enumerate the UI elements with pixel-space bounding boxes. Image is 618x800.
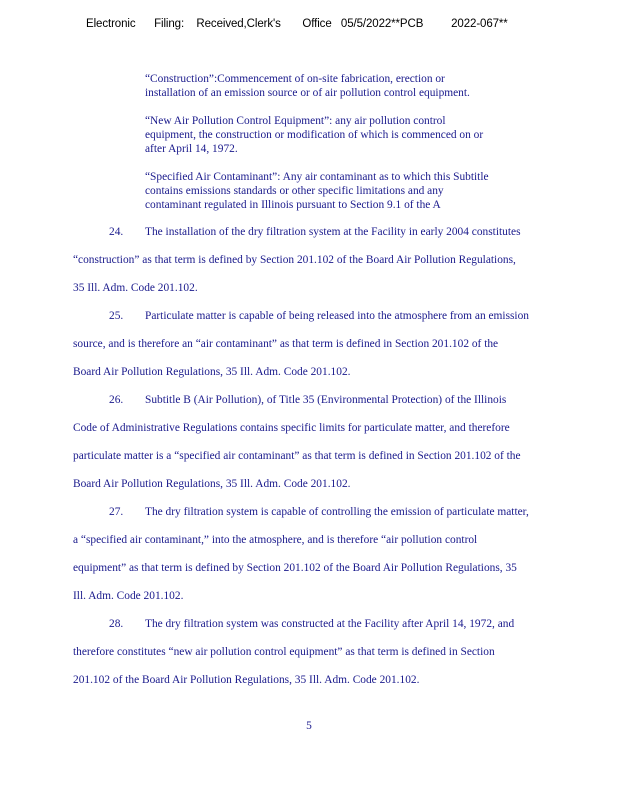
definition-specified-line-3: contaminant regulated in Illinois pursuant to Section 9.1 of the A [145,199,441,211]
definition-new-apce-line-2: equipment, the construction or modification of which is commenced on or [145,129,484,141]
definition-specified-line-1: “Specified Air Contaminant”: Any air contaminant as to which this Subtitle [145,171,489,183]
paragraph-line: “construction” as that term is defined by Section 201.102 of the Board Air Pollution Regulations, [73,254,516,266]
filing-stamp-header: Electronic Filing: Received,Clerk's Office 05/5/2022**PCB 2022-067** [86,18,508,30]
paragraph-line: a “specified air contaminant,” into the atmosphere, and is therefore “air pollution control [73,534,478,546]
paragraph-first-line: The dry filtration system was constructed at the Facility after April 14, 1972, and [145,618,515,630]
definition-specified-line-2: contains emissions standards or other specific limitations and any [145,185,444,197]
paragraph-line: source, and is therefore an “air contaminant” as that term is defined in Section 201.102 of the [73,338,499,350]
paragraph-first-line: Particulate matter is capable of being released into the atmosphere from an emission [145,310,529,322]
paragraph-number: 24. [109,226,124,238]
paragraph-line: Code of Administrative Regulations contains specific limits for particulate matter, and therefore [73,422,510,434]
paragraph-line: therefore constitutes “new air pollution control equipment” as that term is defined in Section [73,646,495,658]
paragraph-number: 27. [109,506,124,518]
paragraph-line: 35 Ill. Adm. Code 201.102. [73,282,198,294]
paragraph-line: Board Air Pollution Regulations, 35 Ill. Adm. Code 201.102. [73,366,351,378]
definition-new-apce-line-3: after April 14, 1972. [145,143,238,155]
paragraph-number: 26. [109,394,124,406]
paragraph-first-line: The installation of the dry filtration system at the Facility in early 2004 constitutes [145,226,521,238]
paragraph-first-line: Subtitle B (Air Pollution), of Title 35 (Environmental Protection) of the Illinois [145,394,507,406]
paragraph-line: particulate matter is a “specified air contaminant” as that term is defined in Section 201.102 of the [73,450,521,462]
paragraph-line: equipment” as that term is defined by Section 201.102 of the Board Air Pollution Regulations, 35 [73,562,517,574]
paragraph-number: 25. [109,310,124,322]
paragraph-first-line: The dry filtration system is capable of controlling the emission of particulate matter, [145,506,529,518]
paragraph-line: Ill. Adm. Code 201.102. [73,590,184,602]
page-number: 5 [306,720,312,732]
paragraph-line: 201.102 of the Board Air Pollution Regulations, 35 Ill. Adm. Code 201.102. [73,674,420,686]
definition-construction-line-2: installation of an emission source or of air pollution control equipment. [145,87,470,99]
paragraph-number: 28. [109,618,124,630]
paragraph-line: Board Air Pollution Regulations, 35 Ill. Adm. Code 201.102. [73,478,351,490]
definition-construction-line-1: “Construction”:Commencement of on-site fabrication, erection or [145,73,445,85]
definition-new-apce-line-1: “New Air Pollution Control Equipment”: any air pollution control [145,115,446,127]
